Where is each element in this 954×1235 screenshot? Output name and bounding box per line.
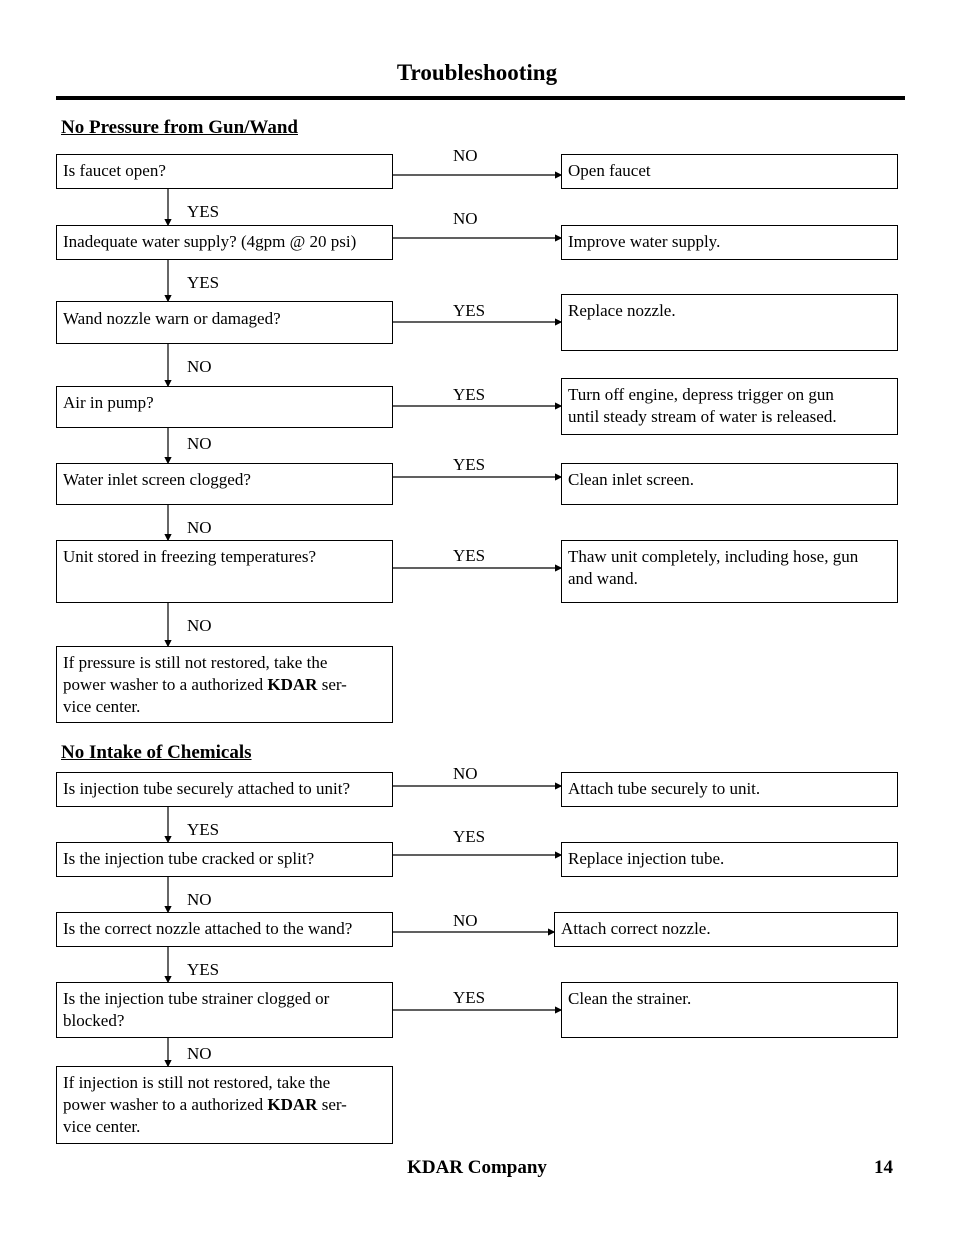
branch-label: YES: [187, 960, 220, 979]
final-advice-text: ser-: [317, 675, 347, 694]
question-text-line: blocked?: [63, 1011, 125, 1030]
question-box: [56, 912, 393, 947]
branch-label: NO: [187, 357, 212, 376]
branch-label: NO: [453, 911, 478, 930]
branch-label: YES: [453, 546, 486, 565]
action-box: [561, 294, 898, 351]
brand-name: KDAR: [267, 675, 318, 694]
final-advice-line: If pressure is still not restored, take the: [63, 653, 328, 672]
final-advice-line: [63, 674, 386, 696]
final-advice-text: power washer to a authorized: [63, 1095, 268, 1114]
question-text: Is the injection tube cracked or split?: [63, 849, 315, 868]
question-text: Water inlet screen clogged?: [63, 470, 251, 489]
section-heading-no-pressure: No Pressure from Gun/Wand: [61, 117, 298, 138]
branch-label: YES: [453, 988, 486, 1007]
action-text-line: until steady stream of water is released.: [568, 407, 837, 426]
action-text: Clean inlet screen.: [568, 470, 695, 489]
action-box: [561, 463, 898, 505]
action-box: [561, 842, 898, 877]
action-text: Attach correct nozzle.: [561, 919, 711, 938]
question-box: [56, 982, 393, 1038]
question-box: [56, 540, 393, 603]
final-advice-line: vice center.: [63, 697, 141, 716]
branch-label: NO: [453, 209, 478, 228]
branch-label: NO: [187, 518, 212, 537]
action-text-line: and wand.: [568, 569, 638, 588]
question-box: [56, 772, 393, 807]
question-text: Is injection tube securely attached to unit?: [63, 779, 351, 798]
branch-label: NO: [187, 890, 212, 909]
action-box: [561, 378, 898, 435]
branch-label: NO: [453, 146, 478, 165]
final-advice-line: If injection is still not restored, take the: [63, 1073, 331, 1092]
action-text: Clean the strainer.: [568, 989, 692, 1008]
branch-label: YES: [453, 385, 486, 404]
branch-label: NO: [187, 616, 212, 635]
question-text: Is faucet open?: [63, 161, 166, 180]
action-text-line: Turn off engine, depress trigger on gun: [568, 385, 834, 404]
branch-label: YES: [453, 827, 486, 846]
final-advice-box: [56, 1066, 393, 1144]
action-text: Attach tube securely to unit.: [568, 779, 761, 798]
question-box: [56, 225, 393, 260]
final-advice-text: power washer to a authorized: [63, 675, 268, 694]
branch-label: YES: [187, 820, 220, 839]
page-title: Troubleshooting: [396, 60, 558, 85]
branch-label: YES: [187, 202, 220, 221]
question-box: [56, 154, 393, 189]
final-advice-text: ser-: [317, 1095, 347, 1114]
action-box: [561, 540, 898, 603]
action-text: Improve water supply.: [568, 232, 721, 251]
branch-label: YES: [187, 273, 220, 292]
question-box: [56, 463, 393, 505]
final-advice-line: vice center.: [63, 1117, 141, 1136]
action-text-line: Thaw unit completely, including hose, gun: [568, 547, 859, 566]
question-box: [56, 301, 393, 344]
branch-label: YES: [453, 455, 486, 474]
action-box: [554, 912, 898, 947]
final-advice-box: [56, 646, 393, 723]
final-advice-line: [63, 1094, 386, 1116]
question-text: Unit stored in freezing temperatures?: [63, 547, 317, 566]
branch-label: YES: [453, 301, 486, 320]
question-text: Wand nozzle warn or damaged?: [63, 309, 281, 328]
question-box: [56, 386, 393, 428]
action-text: Replace injection tube.: [568, 849, 725, 868]
footer-company: KDAR Company: [407, 1157, 547, 1178]
branch-label: NO: [187, 434, 212, 453]
question-text: Inadequate water supply? (4gpm @ 20 psi): [63, 232, 357, 251]
action-box: [561, 772, 898, 807]
brand-name: KDAR: [267, 1095, 318, 1114]
question-text: Air in pump?: [63, 393, 154, 412]
question-box: [56, 842, 393, 877]
question-text: Is the correct nozzle attached to the wand?: [63, 919, 353, 938]
page-number: 14: [874, 1157, 893, 1178]
action-text: Replace nozzle.: [568, 301, 676, 320]
branch-label: NO: [187, 1044, 212, 1063]
question-text-line: Is the injection tube strainer clogged or: [63, 989, 330, 1008]
branch-label: NO: [453, 764, 478, 783]
section-heading-no-intake: No Intake of Chemicals: [61, 742, 252, 763]
action-box: [561, 225, 898, 260]
action-text: Open faucet: [568, 161, 651, 180]
action-box: [561, 154, 898, 189]
action-box: [561, 982, 898, 1038]
